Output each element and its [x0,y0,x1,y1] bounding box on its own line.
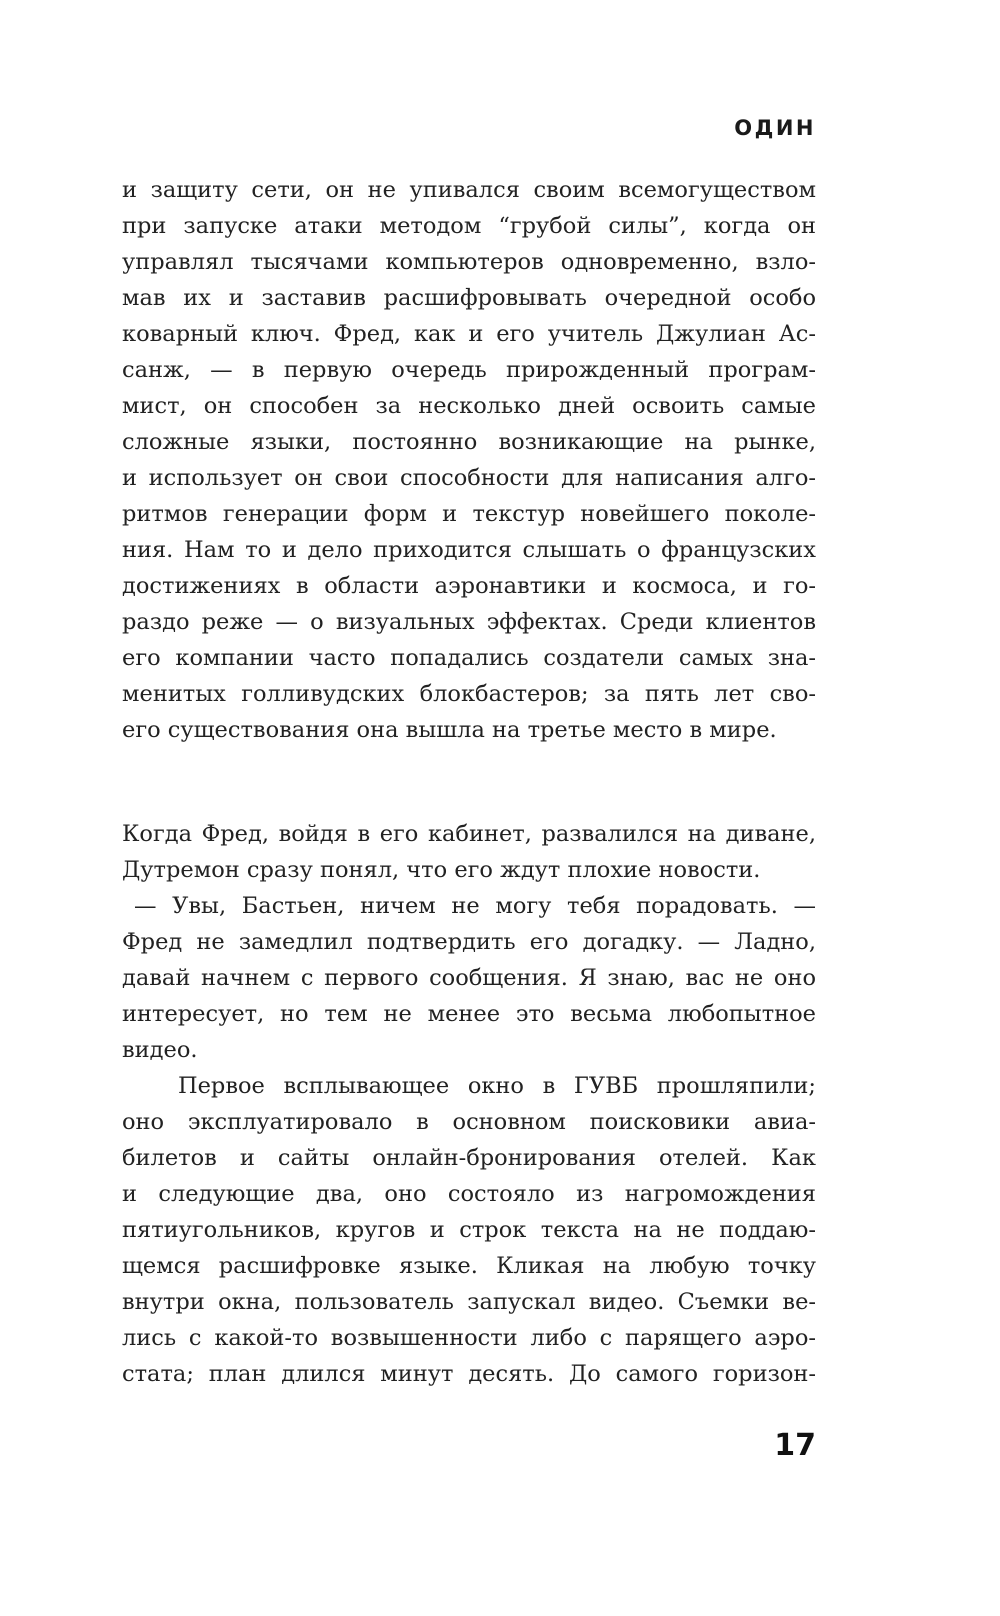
text-line: Когда Фред, войдя в его кабинет, развалился на диване, [122,821,816,847]
text-line: и использует он свои способности для написания алго- [122,465,816,491]
text-line: менитых голливудских блокбастеров; за пять лет сво- [122,681,816,707]
text-line: стата; план длился минут десять. До самого горизон- [122,1361,816,1387]
text-line: мав их и заставив расшифровывать очередной особо [122,285,816,311]
text-line: коварный ключ. Фред, как и его учитель Джулиан Ас- [122,321,816,347]
text-line: ния. Нам то и дело приходится слышать о французских [122,537,816,563]
text-block-1 [122,172,816,748]
text-line: его компании часто попадались создатели самых зна- [122,645,816,671]
text-line: достижениях в области аэронавтики и космоса, и го- [122,573,816,599]
dialogue-line: — Увы, Бастьен, ничем не могу тебя порадовать. — [134,893,816,919]
text-line: санж, — в первую очередь прирожденный програм- [122,357,816,383]
text-line: его существования она вышла на третье место в мире. [122,717,777,743]
running-head: ОДИН [734,116,816,140]
page-number: 17 [774,1428,816,1463]
text-line: и защиту сети, он не упивался своим всемогуществом [122,177,816,203]
text-line: давай начнем с первого сообщения. Я знаю, вас не оно [122,965,816,991]
text-line: лись с какой-то возвышенности либо с парящего аэро- [122,1325,816,1351]
text-line: мист, он способен за несколько дней освоить самые [122,393,816,419]
text-line: сложные языки, постоянно возникающие на рынке, [122,429,816,455]
text-line: ритмов генерации форм и текстур новейшего поколе- [122,501,816,527]
text-line: Дутремон сразу понял, что его ждут плохие новости. [122,857,761,883]
text-line: билетов и сайты онлайн-бронирования отелей. Как [122,1145,816,1171]
text-line: при запуске атаки методом “грубой силы”, когда он [122,213,816,239]
text-line: внутри окна, пользователь запускал видео. Съемки ве- [122,1289,816,1315]
text-line: видео. [122,1037,198,1063]
text-line: щемся расшифровке языке. Кликая на любую точку [122,1253,816,1279]
text-line: управлял тысячами компьютеров одновременно, взло- [122,249,816,275]
text-line: Фред не замедлил подтвердить его догадку. — Ладно, [122,929,816,955]
text-line: оно эксплуатировало в основном поисковики авиа- [122,1109,816,1135]
text-line: и следующие два, оно состояло из нагромождения [122,1181,816,1207]
text-line: раздо реже — о визуальных эффектах. Среди клиентов [122,609,816,635]
text-block-2 [122,816,816,1392]
paragraph-start-line: Первое всплывающее окно в ГУВБ прошляпили; [178,1073,816,1099]
text-line: интересует, но тем не менее это весьма любопытное [122,1001,816,1027]
text-line: пятиугольников, кругов и строк текста на не поддаю- [122,1217,816,1243]
